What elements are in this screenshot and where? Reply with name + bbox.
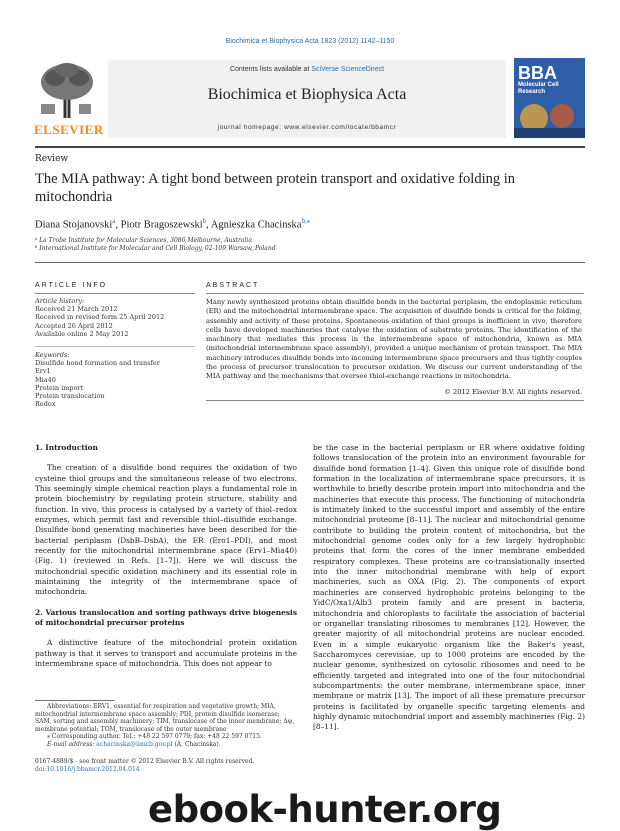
keywords-block xyxy=(35,351,195,409)
keyword: Erv1 xyxy=(35,367,51,376)
article-type: Review xyxy=(35,154,69,164)
paragraph: A distinctive feature of the mitochondrial protein oxidation pathway is that it serves to transport and accumulate proteins in the intermembrane space of mitochondria. This does not appear to xyxy=(35,638,297,669)
history-item: Received 21 March 2012 xyxy=(35,305,118,313)
keywords-label: Keywords: xyxy=(35,351,70,359)
affiliation-mark[interactable]: b,⁎ xyxy=(301,217,311,225)
history-item: Available online 2 May 2012 xyxy=(35,329,129,338)
history-item: Accepted 26 April 2012 xyxy=(35,321,113,330)
header-rule xyxy=(35,146,585,148)
affiliation-mark[interactable]: b xyxy=(202,217,207,225)
history-label: Article history: xyxy=(35,297,85,305)
cover-subtitle: Molecular Cell Research xyxy=(518,82,559,95)
author-list xyxy=(35,217,310,231)
abstract-text: Many newly synthesized proteins obtain disulfide bonds in the bacterial periplasm, the endoplasmic reticulum (ER) and the mitochondrial intermembrane space. The acquisition of disulfide bonds is critical for the folding, assembly and activity of these proteins. Spontaneous oxidation of thiol groups is inefficient in vivo, therefore cells have developed machineries that catalyse the oxidation of substrate proteins. The identification of the machinery that mediates this process in the intermembrane space of mitochondria, known as MIA (mitochondrial intermembrane space assembly), provided a unique mechanism of protein transport. The MIA machinery introduces disulfide bonds into incoming intermembrane space precursors and thus tightly couples the process of precursor translocation to precursor oxidation. We discuss our current understanding of the MIA pathway and the mechanisms that oversee thiol-exchange reactions in mitochondria. xyxy=(206,298,582,381)
email-link[interactable]: achacinska@iimcb.gov.pl xyxy=(96,740,173,748)
journal-cover-text xyxy=(518,64,583,96)
watermark: ebook-hunter.org xyxy=(148,788,502,831)
footnotes xyxy=(35,703,297,749)
section-heading: 2. Various translocation and sorting pathways drive biogenesis of mitochondrial precursor proteins xyxy=(35,607,297,628)
abbreviations-note: Abbreviations: ERV1, essential for respiration and vegetative growth; MIA, mitochondrial intermembrane space assembly; PDI, protein disulfide isomerase; SAM, sorting and assembly machinery; TIM, translocase of the inner membrane; Δψ, membrane potential; TOM, translocase of the outer membrane xyxy=(35,703,295,733)
doi-link[interactable]: doi:10.1016/j.bbamcr.2012.04.014 xyxy=(35,766,140,773)
email-label: E-mail address: xyxy=(47,740,97,748)
history-item: Received in revised form 25 April 2012 xyxy=(35,313,165,322)
copyright: © 2012 Elsevier B.V. All rights reserved. xyxy=(444,388,582,396)
affiliation-mark[interactable]: a xyxy=(112,217,116,225)
body-left-column xyxy=(35,443,297,669)
body-right-column xyxy=(313,443,585,733)
article-title: The MIA pathway: A tight bond between protein transport and oxidative folding in mitochondria xyxy=(35,171,516,205)
contents-prefix: Contents lists available at xyxy=(229,66,312,73)
journal-citation[interactable]: Biochimica et Biophysica Acta 1823 (2012) 1142–1150 xyxy=(225,38,395,45)
publisher-logo-text: ELSEVIER xyxy=(34,122,104,137)
divider xyxy=(206,293,584,294)
keyword: Disulfide bond formation and transfer xyxy=(35,359,160,367)
issn-line: 0167-4889/$ - see front matter © 2012 Elsevier B.V. All rights reserved. xyxy=(35,758,255,765)
divider xyxy=(35,293,195,294)
author-name[interactable]: Diana Stojanovski xyxy=(35,219,113,231)
corresponding-author-note: ⁎ Corresponding author. Tel.: +48 22 597 0779; fax: +48 22 597 0715. xyxy=(47,733,262,741)
journal-homepage[interactable]: journal homepage: www.elsevier.com/locate/bbamcr xyxy=(217,124,397,131)
abstract-heading: ABSTRACT xyxy=(206,282,260,289)
keyword: Mia40 xyxy=(35,375,56,384)
paragraph: The creation of a disulfide bond requires the oxidation of two cysteine thiol groups and the simultaneous release of two electrons. This seemingly simple chemical reaction plays a fundamental role in protein biochemistry by regulating protein structure, stability and function. In vivo, this process is catalysed by a variety of thiol–redox enzymes, which permit fast and reversible thiol–disulfide exchange. Disulfide bond generating machineries have been described for the bacterial periplasm (DsbB–DsbA), the ER (Ero1–PDI), and most recently for the mitochondrial intermembrane space (Erv1–Mia40) (Fig. 1) (reviewed in Refs. [1–7]). Here we will discuss the mitochondrial specific oxidation machinery and its essential role in maintaining the integrity of the intermembrane space of mitochondria. xyxy=(35,463,297,597)
affiliation: ᵃ La Trobe Institute for Molecular Sciences, 3086 Melbourne, Australia xyxy=(35,237,252,244)
email-suffix: (A. Chacinska). xyxy=(172,740,221,748)
journal-title: Biochimica et Biophysica Acta xyxy=(207,86,407,103)
keyword: Redox xyxy=(35,400,56,409)
keyword: Protein import xyxy=(35,383,84,392)
divider xyxy=(35,262,585,263)
divider xyxy=(35,346,195,347)
keyword: Protein translocation xyxy=(35,392,105,401)
cover-title: BBA xyxy=(518,63,557,83)
divider xyxy=(206,400,584,401)
author-name[interactable]: , Piotr Bragoszewski xyxy=(115,219,203,231)
email-line xyxy=(35,741,297,749)
article-info-heading: ARTICLE INFO xyxy=(35,282,108,289)
contents-line xyxy=(108,66,506,73)
article-history xyxy=(35,297,195,338)
footnote-rule xyxy=(35,700,115,701)
section-heading: 1. Introduction xyxy=(35,443,98,452)
sciencedirect-link[interactable]: SciVerse ScienceDirect xyxy=(311,66,385,73)
affiliation: ᵇ International Institute for Molecular and Cell Biology, 02-109 Warsaw, Poland xyxy=(35,245,276,252)
author-name[interactable]: , Agnieszka Chacinska xyxy=(206,219,302,231)
paragraph: be the case in the bacterial periplasm or ER where oxidative folding follows translocation of the protein into an environment favourable for disulfide bond formation [1–4]. Given this unique role of disulfide bond formation in the localization of intermembrane space precursors, it is worthwhile to briefly describe protein import into mitochondria and the machineries that execute this process. The functioning of mitochondria is intimately linked to the successful import and assembly of the entire mitochondrial proteome [8–11]. The nuclear and mitochondrial genome contribute to building the protein content of mitochondria, but the mitochondrial genome codes only for a few largely hydrophobic proteins that form the cores of the inner membrane embedded respiratory complexes. These proteins are co-translationally inserted into the inner mitochondrial membrane with help of export machineries, such as OXA (Fig. 2). The components of export machineries are conserved hydrophobic proteins belonging to the YidC/Oxa1/Alb3 protein family and are present in bacteria, mitochondria and chloroplasts to facilitate the association of bacterial or organellar translating ribosomes to membranes [12]. However, the greater majority of all mitochondrial proteins are nuclear encoded. Even in a simple eukaryotic organism like the Baker's yeast, Saccharomyces cerevisiae, up to 1000 proteins are encoded by the nuclear genome, synthesized on cytosolic ribosomes and need to be efficiently targeted and integrated into one of the four mitochondrial subcompartments: the outer membrane, intermembrane space, inner membrane or matrix [13]. The import of all these premature precursor proteins is facilitated by organelle specific targeting elements and highly dynamic mitochondrial import and assembly machineries (Fig. 2) [8–11]. xyxy=(313,443,585,732)
